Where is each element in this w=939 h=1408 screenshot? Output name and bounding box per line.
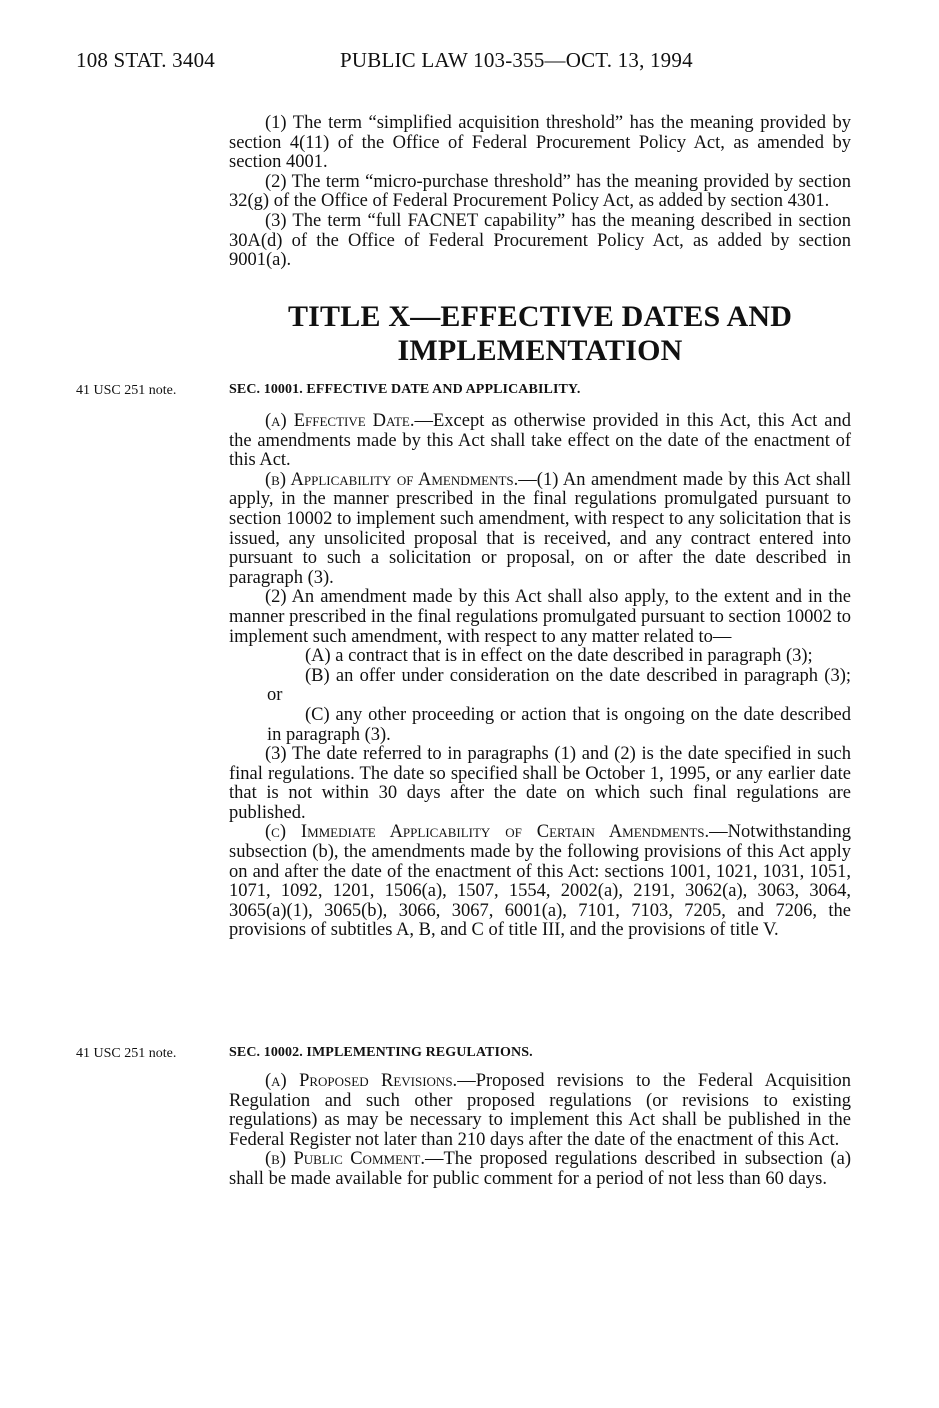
margin-note-sec-10001: 41 USC 251 note. xyxy=(76,383,177,398)
stat-page-number: 108 STAT. 3404 xyxy=(76,48,215,72)
subsection-c-text: —Notwithstanding subsection (b), the amendments made by the following provisions of this Act apply on and after the date of the enactment of this Act: sections 1001, 1021, 1031, 1051, 1071, 1092, 1201, 1506(a), 1507, 1554, 2002(a), 2191, 3062(a), 3063, 3064, 3065(a)(1), 3065(b), 3066, 3067, 6001(a), 7101, 7103, 7205, and 7206, the provisions of subtitles A, B, and C of title III, and the provisions of title V. xyxy=(229,822,851,941)
definition-1: (1) The term “simplified acquisition threshold” has the meaning provided by section 4(11) of the Office of Federal Procurement Policy Act, as amended by section 4001. xyxy=(229,113,851,173)
public-law-line: PUBLIC LAW 103-355—OCT. 13, 1994 xyxy=(340,48,693,72)
subsection-a-text: —Except as otherwise provided in this Act, this Act and the amendments made by this Act shall take effect on the date of the enactment of this Act. xyxy=(229,411,851,471)
subsection-10002-b-text: —The proposed regulations described in subsection (a) shall be made available for public comment for a period of not less than 60 days. xyxy=(229,1149,851,1189)
subsection-10002-a-text: —Proposed revisions to the Federal Acquisition Regulation and such other proposed regulations (or revisions to existing regulations) as may be necessary to implement this Act shall be published in the Federal Register not later than 210 days after the date of the enactment of this Act. xyxy=(229,1071,851,1150)
section-10001-body xyxy=(229,412,851,941)
subsection-10002-b xyxy=(229,1150,851,1189)
subsection-10001-c xyxy=(229,823,851,941)
subsection-10001-b3: (3) The date referred to in paragraphs (1) and (2) is the date specified in such final regulations. The date so specified shall be October 1, 1995, or any earlier date that is not within 30 days after the date on which such final regulations are published. xyxy=(229,744,851,823)
subsection-b1-text: —(1) An amendment made by this Act shall apply, in the manner prescribed in the final regulations promulgated pursuant to section 10002 to implement such amendment, with respect to any solicitation that is issued, any unsolicited proposal that is received, and any contract entered into pursuant to such a solicitation or proposal, on or after the date described in paragraph (3). xyxy=(229,469,851,588)
subsection-a-head: (a) Effective Date. xyxy=(265,411,415,431)
section-10002-body xyxy=(229,1072,851,1190)
clause-b2-C: (C) any other proceeding or action that is ongoing on the date described in paragraph (3). xyxy=(267,704,851,745)
subsection-b-head: (b) Applicability of Amendments. xyxy=(265,469,519,490)
clause-b2-A: (A) a contract that is in effect on the date described in paragraph (3); xyxy=(305,646,813,667)
definition-2: (2) The term “micro-purchase threshold” has the meaning provided by section 32(g) of the Office of Federal Procurement Policy Act, as added by section 4301. xyxy=(229,171,851,212)
margin-note-sec-10002: 41 USC 251 note. xyxy=(76,1046,177,1061)
subsection-10002-a xyxy=(229,1072,851,1150)
subsection-10001-b1 xyxy=(229,471,851,589)
definitions-block xyxy=(229,114,851,271)
title-line-1: TITLE X—EFFECTIVE DATES AND xyxy=(287,300,793,333)
section-10001-heading: SEC. 10001. EFFECTIVE DATE AND APPLICABILITY. xyxy=(229,382,581,397)
subsection-10001-b2: (2) An amendment made by this Act shall also apply, to the extent and in the manner prescribed in the final regulations promulgated pursuant to section 10002 to implement such amendment, with respect to any matter related to— xyxy=(229,587,851,647)
subsection-10001-a xyxy=(229,412,851,471)
title-line-2: IMPLEMENTATION xyxy=(397,334,683,367)
definition-3: (3) The term “full FACNET capability” has the meaning described in section 30A(d) of the Office of Federal Procurement Policy Act, as added by section 9001(a). xyxy=(229,210,851,271)
clause-b2-B: (B) an offer under consideration on the date described in paragraph (3); or xyxy=(267,665,851,706)
subsection-10002-a-head: (a) Proposed Revisions. xyxy=(265,1071,458,1091)
running-header xyxy=(76,48,899,78)
subsection-10002-b-head: (b) Public Comment. xyxy=(265,1149,425,1170)
section-10002-heading: SEC. 10002. IMPLEMENTING REGULATIONS. xyxy=(229,1045,533,1060)
title-heading xyxy=(229,300,851,368)
subsection-c-head: (c) Immediate Applicability of Certain Amendments. xyxy=(265,822,710,843)
